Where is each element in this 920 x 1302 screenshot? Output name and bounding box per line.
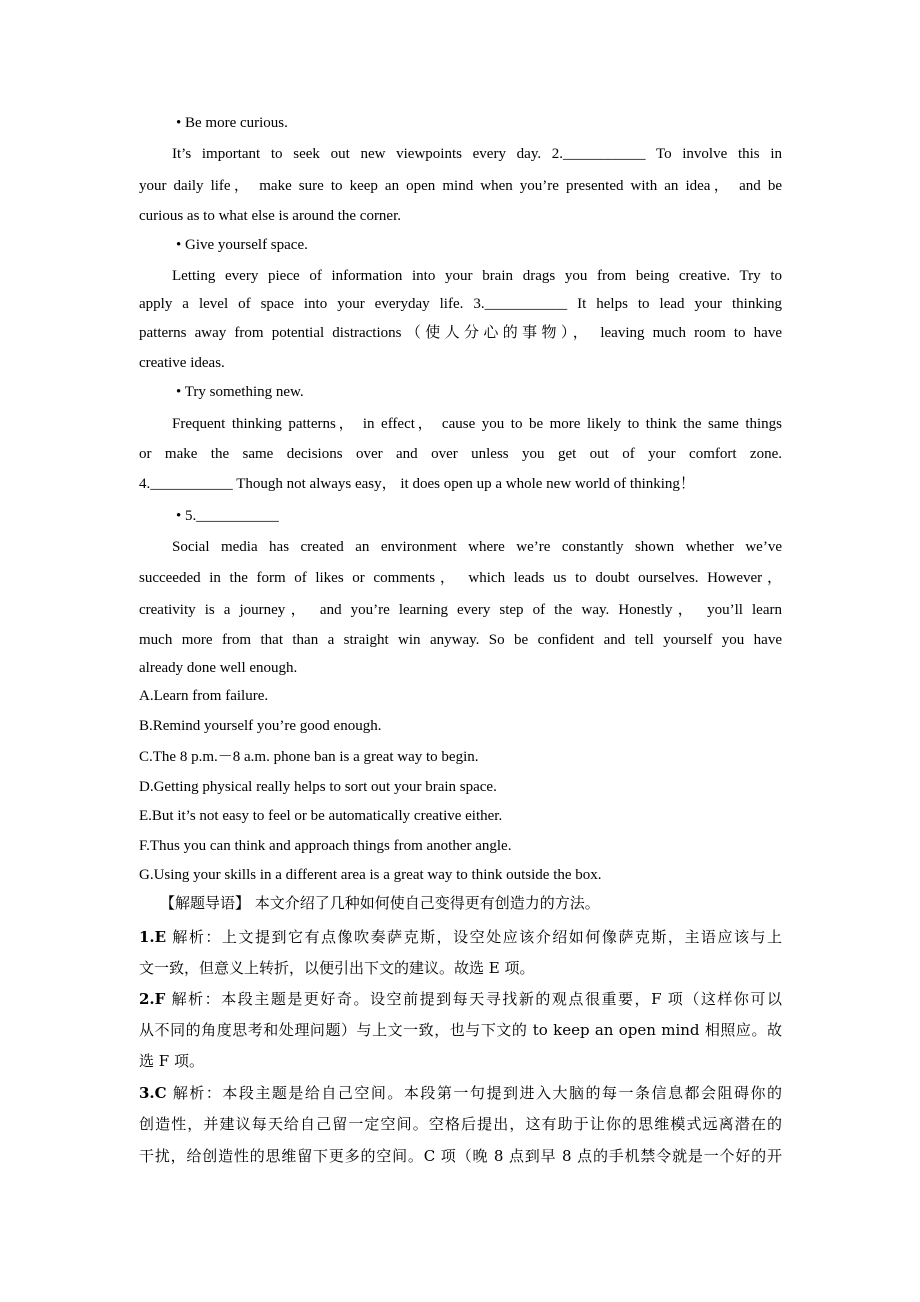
option-d: D.Getting physical really helps to sort out your brain space. [139, 779, 497, 795]
answer-1-line: 文一致，但意义上转折，以便引出下文的建议。故选 E 项。 [139, 959, 535, 977]
answer-1-line [139, 926, 782, 948]
section-heading-new: • Try something new. [176, 384, 304, 400]
option-f: F.Thus you can think and approach things from another angle. [139, 838, 512, 854]
paragraph-line: much more from that than a straight win anyway. So be confident and tell yourself you have [139, 632, 782, 648]
paragraph-line: apply a level of space into your everyday life. 3.___________ It helps to lead your thinking [139, 296, 782, 312]
paragraph-line: 4.___________ Though not always easy， it does open up a whole new world of thinking！ [139, 476, 695, 492]
paragraph-line: patterns away from potential distractions（使人分心的事物）， leaving much room to have [139, 325, 782, 341]
paragraph-line: creativity is a journey， and you’re learning every step of the way. Honestly， you’ll learn [139, 602, 782, 618]
answer-1-label: 1.E [139, 928, 167, 946]
option-c: C.The 8 p.m.－8 a.m. phone ban is a great way to begin. [139, 749, 479, 765]
section-heading-curious: • Be more curious. [176, 115, 288, 131]
paragraph-line: or make the same decisions over and over unless you get out of your comfort zone. [139, 446, 782, 462]
paragraph-line: succeeded in the form of likes or comments， which leads us to doubt ourselves. However， [139, 570, 782, 586]
answer-1-text: 解析：上文提到它有点像吹奏萨克斯，设空处应该介绍如何像萨克斯，主语应该与上 [166, 928, 782, 946]
paragraph-line: curious as to what else is around the corner. [139, 208, 402, 224]
paragraph-line: It’s important to seek out new viewpoints every day. 2.___________ To involve this in [172, 146, 782, 162]
paragraph-line: already done well enough. [139, 660, 298, 676]
answer-3-line [139, 1082, 782, 1104]
paragraph-line: creative ideas. [139, 355, 225, 371]
answer-2-line: 选 F 项。 [139, 1052, 204, 1070]
paragraph-line: Social media has created an environment where we’re constantly shown whether we’ve [172, 539, 782, 555]
guide-text: 【解题导语】 本文介绍了几种如何使自己变得更有创造力的方法。 [160, 894, 600, 912]
answer-2-line: 从不同的角度思考和处理问题）与上文一致，也与下文的 to keep an open mind 相照应。故 [139, 1021, 782, 1039]
option-g: G.Using your skills in a different area is a great way to think outside the box. [139, 867, 602, 883]
paragraph-line: Frequent thinking patterns， in effect， cause you to be more likely to think the same things [172, 416, 782, 432]
answer-3-line: 创造性，并建议每天给自己留一定空间。空格后提出，这有助于让你的思维模式远离潜在的 [139, 1115, 782, 1133]
answer-3-line: 干扰，给创造性的思维留下更多的空间。C 项（晚 8 点到早 8 点的手机禁令就是一个好的开 [139, 1147, 782, 1165]
paragraph-line: your daily life， make sure to keep an open mind when you’re presented with an idea， and be [139, 178, 782, 194]
section-heading-five: • 5.___________ [176, 508, 279, 524]
section-heading-space: • Give yourself space. [176, 237, 308, 253]
paragraph-line: Letting every piece of information into your brain drags you from being creative. Try to [172, 268, 782, 284]
answer-2-label: 2.F [139, 990, 166, 1008]
answer-3-label: 3.C [139, 1084, 167, 1102]
option-e: E.But it’s not easy to feel or be automatically creative either. [139, 808, 503, 824]
answer-2-text: 解析：本段主题是更好奇。设空前提到每天寻找新的观点很重要，F 项（这样你可以 [165, 990, 782, 1008]
option-b: B.Remind yourself you’re good enough. [139, 718, 382, 734]
option-a: A.Learn from failure. [139, 688, 269, 704]
answer-2-line [139, 988, 782, 1010]
answer-3-text: 解析：本段主题是给自己空间。本段第一句提到进入大脑的每一条信息都会阻碍你的 [166, 1084, 782, 1102]
